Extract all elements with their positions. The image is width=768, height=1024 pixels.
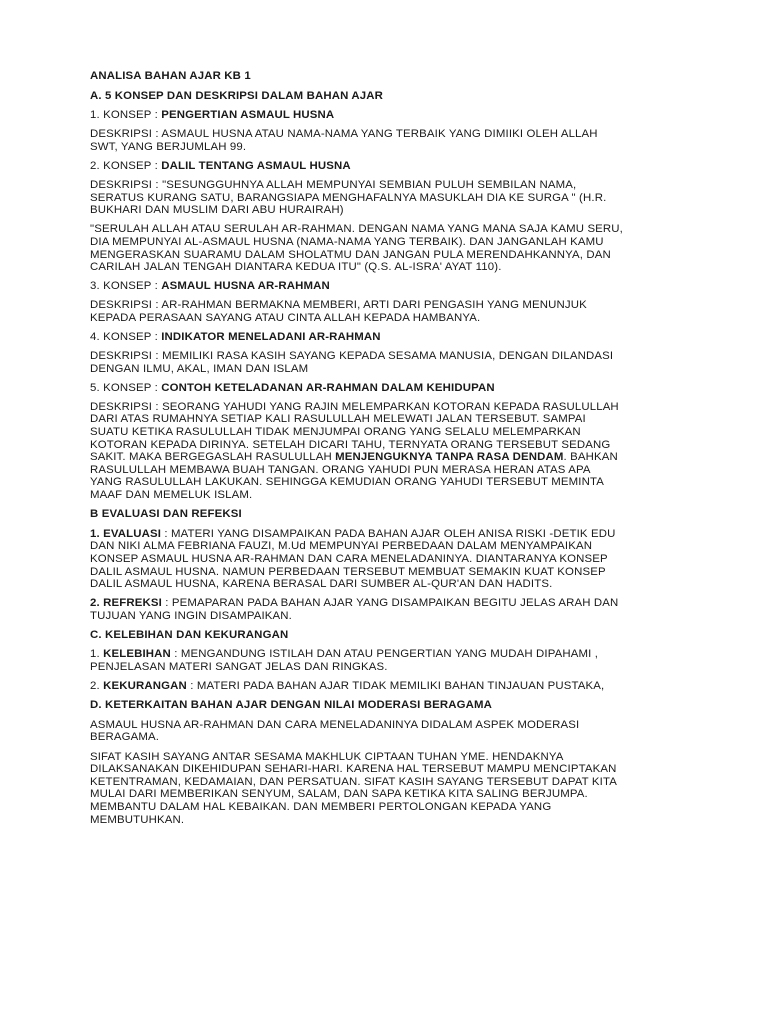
konsep-3-description [90, 299, 690, 324]
konsep-2-quote-line: "SERULAH ALLAH ATAU SERULAH AR-RAHMAN. DENGAN NAMA YANG MANA SAJA KAMU SERU, [90, 223, 623, 236]
section-d-line: ASMAUL HUSNA AR-RAHMAN DAN CARA MENELADANINYA DIDALAM ASPEK MODERASI [90, 718, 580, 731]
konsep-5-desc-line: DARI ATAS RUMAHNYA SETIAP KALI RASULULLAH MELEWATI JALAN TERSEBUT. SAMPAI [90, 413, 586, 426]
konsep-3-desc-line: KEPADA PERASAAN SAYANG ATAU CINTA ALLAH KEPADA HAMBANYA. [90, 311, 481, 324]
konsep-5-description [90, 401, 690, 502]
konsep-5-name: CONTOH KETELADANAN AR-RAHMAN DALAM KEHIDUPAN [161, 381, 495, 394]
konsep-4-desc-line: DENGAN ILMU, AKAL, IMAN DAN ISLAM [90, 362, 309, 375]
konsep-4-desc-line: DESKRIPSI : MEMILIKI RASA KASIH SAYANG KEPADA SESAMA MANUSIA, DENGAN DILANDASI [90, 350, 614, 363]
konsep-1-desc-line: DESKRIPSI : ASMAUL HUSNA ATAU NAMA-NAMA YANG TERBAIK YANG DIMIIKI OLEH ALLAH [90, 128, 598, 141]
document-page [90, 70, 690, 833]
konsep-1-name: PENGERTIAN ASMAUL HUSNA [161, 109, 335, 122]
konsep-3-name: ASMAUL HUSNA AR-RAHMAN [161, 280, 330, 293]
konsep-1-desc-line: SWT, YANG BERJUMLAH 99. [90, 140, 247, 153]
konsep-2-quote [90, 223, 690, 273]
konsep-5-prefix: 5. KONSEP : [90, 381, 162, 394]
konsep-2-prefix: 2. KONSEP : [90, 159, 162, 172]
section-d-line: KETENTRAMAN, KEDAMAIAN, DAN PERSATUAN. SIFAT KASIH SAYANG TERSEBUT DAPAT KITA [90, 775, 617, 788]
konsep-5-desc-line: DESKRIPSI : SEORANG YAHUDI YANG RAJIN MELEMPARKAN KOTORAN KEPADA RASULULLAH [90, 400, 619, 413]
konsep-1 [90, 109, 690, 122]
kelebihan-label: KELEBIHAN [103, 648, 171, 661]
kelebihan-text: : MENGANDUNG ISTILAH DAN ATAU PENGERTIAN YANG MUDAH DIPAHAMI , [170, 648, 599, 661]
kelebihan-number: 1. [90, 648, 104, 661]
konsep-2-quote-line: CARILAH JALAN TENGAH DIANTARA KEDUA ITU" (Q.S. AL-ISRA' AYAT 110). [90, 261, 502, 274]
section-d-line: DILAKSANAKAN DIKEHIDUPAN SEHARI-HARI. KARENA HAL TERSEBUT MAMPU MENCIPTAKAN [90, 763, 617, 776]
konsep-2-desc-line: DESKRIPSI : "SESUNGGUHNYA ALLAH MEMPUNYAI SEMBIAN PULUH SEMBILAN NAMA, [90, 179, 577, 192]
section-d-paragraph-2 [90, 751, 690, 827]
evaluasi-line: KONSEP ASMAUL HUSNA AR-RAHMAN DAN CARA MENELADANINYA. DIANTARANYA KONSEP [90, 552, 608, 565]
refleksi-label: 2. REFREKSI [90, 597, 162, 610]
kelebihan-paragraph [90, 648, 690, 673]
refleksi-line: TUJUAN YANG INGIN DISAMPAIKAN. [90, 609, 292, 622]
document-title: ANALISA BAHAN AJAR KB 1 [90, 70, 251, 82]
konsep-5-desc-emphasis: MENJENGUKNYA TANPA RASA DENDAM [335, 451, 564, 464]
konsep-2-desc-line: BUKHARI DAN MUSLIM DARI ABU HURAIRAH) [90, 204, 344, 217]
kekurangan-label: KEKURANGAN [103, 680, 187, 693]
evaluasi-text: : MATERI YANG DISAMPAIKAN PADA BAHAN AJAR OLEH ANISA RISKI -DETIK EDU [161, 527, 616, 540]
section-d-heading: D. KETERKAITAN BAHAN AJAR DENGAN NILAI MODERASI BERAGAMA [90, 699, 493, 712]
section-d-line: BERAGAMA. [90, 731, 160, 744]
section-d-line: SIFAT KASIH SAYANG ANTAR SESAMA MAKHLUK CIPTAAN TUHAN YME. HENDAKNYA [90, 750, 564, 763]
refleksi-paragraph [90, 597, 690, 622]
kekurangan-number: 2. [90, 680, 104, 693]
section-d-line: MULAI DARI MEMBERIKAN SENYUM, SALAM, DAN SAPA KETIKA KITA SALING BERJUMPA. [90, 788, 588, 801]
konsep-1-prefix: 1. KONSEP : [90, 109, 162, 122]
konsep-3 [90, 280, 690, 293]
konsep-2 [90, 160, 690, 173]
konsep-5-desc-line: YANG RASULULLAH LAKUKAN. SEHINGGA KEMUDIAN ORANG YAHUDI TERSEBUT MEMINTA [90, 476, 604, 489]
konsep-1-description [90, 128, 690, 153]
kelebihan-line [90, 648, 690, 661]
konsep-4-description [90, 350, 690, 375]
konsep-3-prefix: 3. KONSEP : [90, 280, 162, 293]
konsep-4-prefix: 4. KONSEP : [90, 331, 162, 343]
section-d-paragraph-1 [90, 719, 690, 744]
section-d-line: MEMBANTU DALAM HAL KEBAIKAN. DAN MEMBERI PERTOLONGAN KEPADA YANG [90, 800, 552, 813]
konsep-5 [90, 382, 690, 395]
kekurangan-paragraph [90, 680, 690, 693]
evaluasi-line: DALIL ASMAUL HUSNA. NAMUN PERBEDAAN TERSEBUT MEMBUAT SEMAKIN KUAT KONSEP [90, 565, 606, 578]
konsep-5-desc-text: SAKIT. MAKA BERGEGASLAH RASULULLAH [90, 451, 336, 464]
section-d-line: MEMBUTUHKAN. [90, 813, 185, 826]
refleksi-text: : PEMAPARAN PADA BAHAN AJAR YANG DISAMPAIKAN BEGITU JELAS ARAH DAN [161, 597, 619, 610]
konsep-2-desc-line: SERATUS KURANG SATU, BARANGSIAPA MENGHAFALNYA MASUKLAH DIA KE SURGA " (H.R. [90, 191, 607, 204]
konsep-4-name: INDIKATOR MENELADANI AR-RAHMAN [161, 331, 381, 343]
konsep-4 [90, 331, 690, 344]
evaluasi-line [90, 528, 690, 541]
refleksi-line [90, 597, 690, 610]
konsep-2-quote-line: DIA MEMPUNYAI AL-ASMAUL HUSNA (NAMA-NAMA YANG TERBAIK). DAN JANGANLAH KAMU [90, 235, 604, 248]
kekurangan-text: : MATERI PADA BAHAN AJAR TIDAK MEMILIKI BAHAN TINJAUAN PUSTAKA, [186, 680, 605, 693]
konsep-5-desc-line: RASULULLAH MEMBAWA BUAH TANGAN. ORANG YAHUDI PUN MERASA HERAN ATAS APA [90, 463, 591, 476]
konsep-5-desc-text: . BAHKAN [563, 451, 618, 464]
section-b-heading: B EVALUASI DAN REFEKSI [90, 508, 242, 521]
evaluasi-line: DALIL ASMAUL HUSNA, KARENA BERASAL DARI SUMBER AL-QUR'AN DAN HADITS. [90, 578, 553, 591]
konsep-5-desc-line: SUATU KETIKA RASULULLAH TIDAK MENJUMPAI ORANG YANG SELALU MELEMPARKAN [90, 426, 581, 439]
konsep-5-desc-line: KOTORAN KEPADA DIRINYA. SETELAH DICARI TAHU, TERNYATA ORANG TERSEBUT SEDANG [90, 438, 611, 451]
evaluasi-label: 1. EVALUASI [90, 527, 162, 540]
section-c-heading: C. KELEBIHAN DAN KEKURANGAN [90, 628, 289, 641]
konsep-2-name: DALIL TENTANG ASMAUL HUSNA [161, 159, 351, 172]
konsep-2-quote-line: MENGERASKAN SUARAMU DALAM SHOLATMU DAN JANGAN PULA MERENDAHKANNYA, DAN [90, 248, 611, 261]
evaluasi-paragraph [90, 528, 690, 591]
konsep-2-description [90, 179, 690, 217]
kelebihan-line: PENJELASAN MATERI SANGAT JELAS DAN RINGKAS. [90, 661, 388, 674]
konsep-5-desc-line: MAAF DAN MEMELUK ISLAM. [90, 489, 253, 502]
section-a-heading: A. 5 KONSEP DAN DESKRIPSI DALAM BAHAN AJAR [90, 89, 383, 102]
evaluasi-line: DAN NIKI ALMA FEBRIANA FAUZI, M.Ud MEMPUNYAI PERBEDAAN DALAM MENYAMPAIKAN [90, 540, 593, 553]
konsep-5-desc-line [90, 451, 690, 464]
konsep-3-desc-line: DESKRIPSI : AR-RAHMAN BERMAKNA MEMBERI, ARTI DARI PENGASIH YANG MENUNJUK [90, 299, 587, 312]
